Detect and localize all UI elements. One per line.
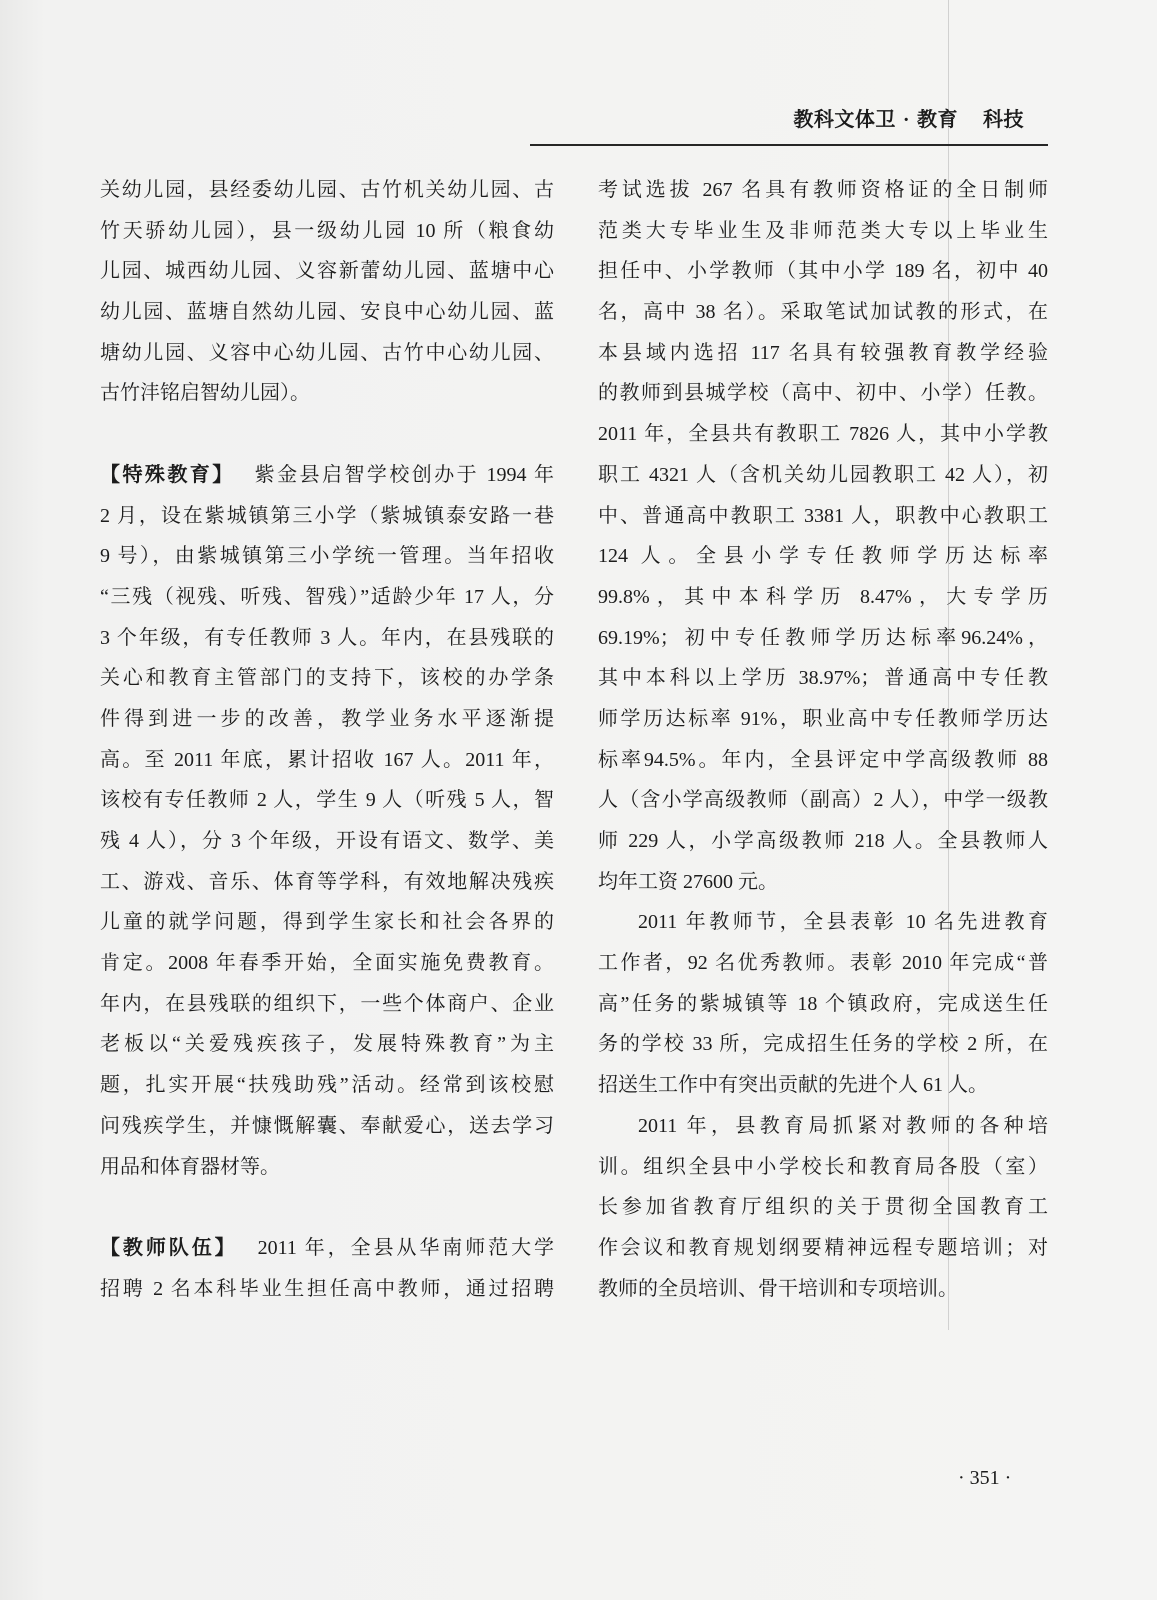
line-text: 名，高中 38 名）。采取笔试加试教的形式，在: [598, 301, 1048, 324]
line-text: 69.19%；初中专任教师学历达标率96.24%，: [598, 626, 1048, 649]
text-line: [100, 1065, 554, 1106]
line-text: “三残（视残、听残、智残）”适龄少年 17 人，分: [100, 585, 554, 608]
line-text: 本县域内选招 117 名具有较强教育教学经验: [598, 341, 1048, 364]
line-text: 招聘 2 名本科毕业生担任高中教师，通过招聘: [100, 1277, 554, 1300]
line-text: 师 229 人，小学高级教师 218 人。全县教师人: [598, 830, 1048, 852]
running-head-topic: 教育: [917, 109, 958, 131]
text-line: [100, 536, 554, 577]
text-line: [598, 414, 1048, 455]
text-line: [598, 455, 1048, 496]
text-line: [100, 577, 554, 618]
line-text: 用品和体育器材等。: [100, 1155, 280, 1178]
text-line: [100, 455, 554, 496]
line-text: 2011 年，县教育局抓紧对教师的各种培: [638, 1114, 1048, 1137]
running-head: [793, 106, 1024, 134]
text-line: [100, 1024, 554, 1065]
left-column: [100, 170, 554, 1309]
text-line: [100, 1228, 554, 1269]
line-text: 2011 年教师节，全县表彰 10 名先进教育: [638, 911, 1048, 934]
line-text: 年内，在县残联的组织下，一些个体商户、企业: [100, 992, 554, 1015]
text-line: [100, 1269, 554, 1310]
text-line: [598, 1065, 1048, 1106]
text-line: [100, 862, 554, 903]
text-line: [100, 373, 554, 414]
text-line: [100, 333, 554, 374]
header-rule: [530, 144, 1048, 146]
line-text: 均年工资 27600 元。: [598, 870, 778, 893]
line-text: 古竹沣铭启智幼儿园）。: [100, 382, 310, 405]
line-text: 工作者，92 名优秀教师。表彰 2010 年完成“普: [598, 952, 1048, 975]
line-text: 标率94.5%。年内，全县评定中学高级教师 88: [598, 748, 1048, 771]
line-text: 职工 4321 人（含机关幼儿园教职工 42 人），初: [598, 463, 1048, 486]
line-text: 124 人。全县小学专任教师学历达标率: [598, 545, 1048, 568]
text-line: [598, 1147, 1048, 1188]
line-text: 其中本科以上学历 38.97%；普通高中专任教: [598, 667, 1048, 690]
line-text: 儿童的就学问题，得到学生家长和社会各界的: [100, 911, 554, 934]
line-text: 教师的全员培训、骨干培训和专项培训。: [598, 1277, 958, 1300]
line-text: 塘幼儿园、义容中心幼儿园、古竹中心幼儿园、: [100, 341, 554, 364]
text-line: [100, 251, 554, 292]
line-text: 2011 年，全县共有教职工 7826 人，其中小学教: [598, 423, 1048, 446]
text-line: [598, 333, 1048, 374]
text-line: [598, 780, 1048, 821]
text-line: [598, 292, 1048, 333]
text-line: [598, 658, 1048, 699]
line-text: 高。至 2011 年底，累计招收 167 人。2011 年，: [100, 748, 554, 771]
line-text: 工、游戏、音乐、体育等学科，有效地解决残疾: [100, 870, 554, 893]
text-line: [100, 740, 554, 781]
line-text: 人（含小学高级教师（副高）2 人），中学一级教: [598, 789, 1048, 812]
running-head-category: 教科文体卫: [793, 109, 896, 131]
line-text: 肯定。2008 年春季开始，全面实施免费教育。: [100, 952, 554, 975]
line-text: 作会议和教育规划纲要精神远程专题培训；对: [598, 1236, 1048, 1259]
text-line: [598, 902, 1048, 943]
right-column: [598, 170, 1048, 1309]
line-text: 残 4 人），分 3 个年级，开设有语文、数学、美: [100, 830, 554, 852]
text-line: [598, 1024, 1048, 1065]
section-spacer: [100, 414, 554, 455]
text-line: [598, 577, 1048, 618]
section-heading: 【教师队伍】: [100, 1236, 238, 1259]
text-line: [598, 1269, 1048, 1310]
text-line: [598, 618, 1048, 659]
line-text: 紫金县启智学校创办于 1994 年: [254, 463, 555, 486]
text-line: [598, 170, 1048, 211]
text-line: [598, 699, 1048, 740]
text-line: [598, 536, 1048, 577]
text-line: [598, 943, 1048, 984]
text-line: [598, 251, 1048, 292]
text-line: [100, 902, 554, 943]
text-line: [598, 211, 1048, 252]
text-line: [100, 658, 554, 699]
text-line: [100, 618, 554, 659]
line-text: 范类大专毕业生及非师范类大专以上毕业生: [598, 219, 1048, 242]
line-text: 件得到进一步的改善，教学业务水平逐渐提: [100, 707, 554, 730]
line-text: 担任中、小学教师（其中小学 189 名，初中 40: [598, 260, 1048, 283]
running-head-topic: 科技: [983, 109, 1024, 131]
line-text: 的教师到县城学校（高中、初中、小学）任教。: [598, 382, 1048, 405]
line-text: 竹天骄幼儿园），县一级幼儿园 10 所（粮食幼: [100, 219, 554, 242]
line-text: 该校有专任教师 2 人，学生 9 人（听残 5 人，智: [100, 789, 554, 812]
text-line: [100, 1106, 554, 1147]
section-heading: 【特殊教育】: [100, 463, 235, 486]
line-text: 务的学校 33 所，完成招生任务的学校 2 所，在: [598, 1033, 1048, 1056]
line-text: 3 个年级，有专任教师 3 人。年内，在县残联的: [100, 626, 554, 649]
page-number: · 351 ·: [958, 1467, 1012, 1489]
text-line: [598, 984, 1048, 1025]
line-text: 老板以“关爱残疾孩子，发展特殊教育”为主: [100, 1033, 554, 1056]
text-line: [598, 373, 1048, 414]
text-line: [100, 780, 554, 821]
line-text: 高”任务的紫城镇等 18 个镇政府，完成送生任: [598, 992, 1048, 1015]
text-line: [100, 943, 554, 984]
text-line: [598, 821, 1048, 862]
text-line: [100, 1147, 554, 1188]
line-text: 长参加省教育厅组织的关于贯彻全国教育工: [598, 1196, 1048, 1219]
line-text: 问残疾学生，并慷慨解囊、奉献爱心，送去学习: [100, 1114, 554, 1137]
text-line: [100, 984, 554, 1025]
line-text: 9 号），由紫城镇第三小学统一管理。当年招收: [100, 545, 554, 568]
line-text: 训。组织全县中小学校长和教育局各股（室）: [598, 1155, 1048, 1178]
line-text: 题，扎实开展“扶残助残”活动。经常到该校慰: [100, 1074, 554, 1097]
text-line: [598, 862, 1048, 903]
section-spacer: [100, 1187, 554, 1228]
text-line: [100, 211, 554, 252]
line-text: 儿园、城西幼儿园、义容新蕾幼儿园、蓝塘中心: [100, 260, 554, 283]
line-text: 2011 年，全县从华南师范大学: [257, 1236, 555, 1259]
line-text: 关幼儿园，县经委幼儿园、古竹机关幼儿园、古: [100, 179, 554, 201]
text-line: [100, 496, 554, 537]
text-line: [100, 821, 554, 862]
line-text: 师学历达标率 91%，职业高中专任教师学历达: [598, 707, 1048, 730]
text-line: [598, 1187, 1048, 1228]
text-line: [598, 740, 1048, 781]
text-line: [100, 699, 554, 740]
line-text: 考试选拔 267 名具有教师资格证的全日制师: [598, 179, 1048, 201]
text-line: [100, 170, 554, 211]
line-text: 幼儿园、蓝塘自然幼儿园、安良中心幼儿园、蓝: [100, 301, 554, 324]
running-head-separator: ·: [902, 109, 910, 131]
text-line: [598, 496, 1048, 537]
text-line: [100, 292, 554, 333]
line-text: 招送生工作中有突出贡献的先进个人 61 人。: [598, 1074, 988, 1097]
line-text: 2 月，设在紫城镇第三小学（紫城镇泰安路一巷: [100, 504, 554, 527]
text-line: [598, 1106, 1048, 1147]
text-line: [598, 1228, 1048, 1269]
line-text: 关心和教育主管部门的支持下，该校的办学条: [100, 667, 554, 690]
line-text: 99.8%，其中本科学历 8.47%，大专学历: [598, 585, 1048, 608]
line-text: 中、普通高中教职工 3381 人，职教中心教职工: [598, 504, 1048, 527]
